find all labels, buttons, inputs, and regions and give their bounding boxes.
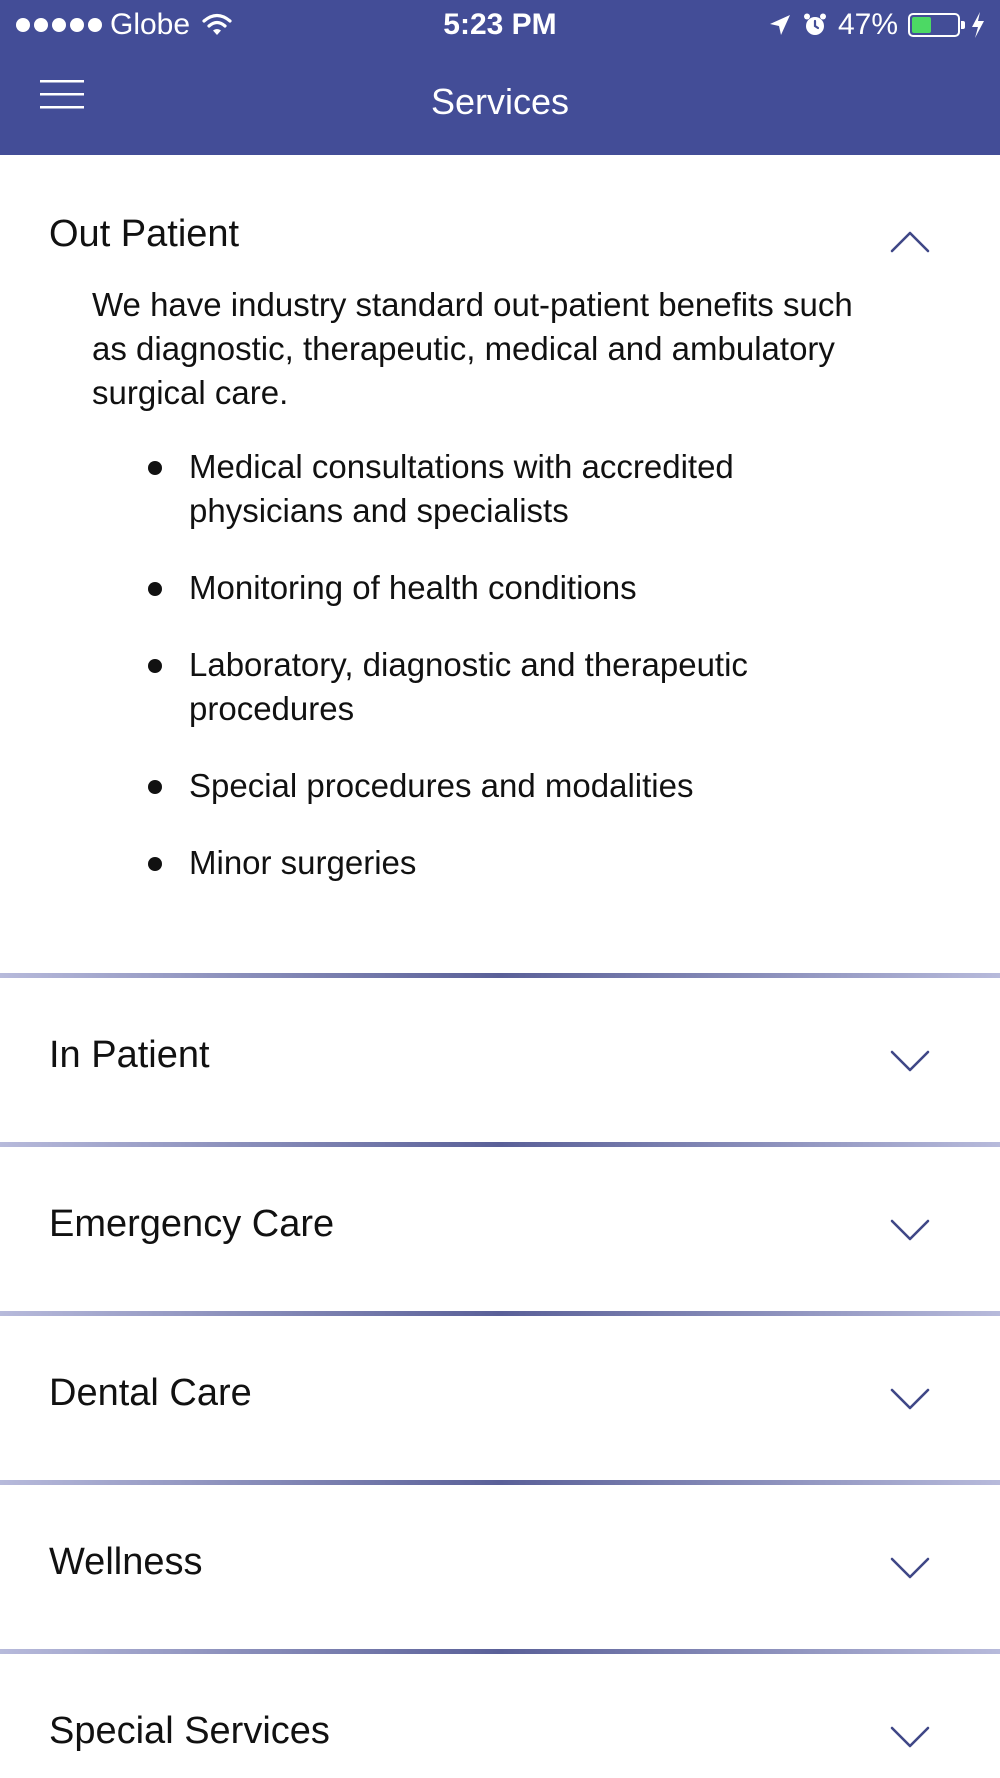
bullet-icon: [148, 659, 162, 673]
section-header-emergency-care[interactable]: [0, 1147, 1000, 1311]
services-accordion: [0, 155, 1000, 1778]
nav-bar: [0, 50, 1000, 155]
section-body-out-patient: [0, 275, 1000, 973]
alarm-icon: [802, 12, 828, 38]
chevron-down-icon[interactable]: [888, 1215, 932, 1245]
carrier-name: Globe: [110, 8, 191, 41]
status-time: 5:23 PM: [443, 8, 557, 41]
status-bar: [0, 0, 1000, 50]
list-item: Special procedures and modalities: [0, 764, 1000, 808]
section-header-in-patient[interactable]: [0, 978, 1000, 1142]
bullet-icon: [148, 461, 162, 475]
chevron-down-icon[interactable]: [888, 1722, 932, 1752]
status-right: [768, 7, 986, 43]
benefits-list: [0, 445, 1000, 885]
section-header-out-patient[interactable]: [0, 155, 1000, 275]
battery-icon: [908, 13, 960, 37]
location-arrow-icon: [768, 13, 792, 37]
chevron-up-icon[interactable]: [888, 227, 932, 257]
battery-level-fill: [912, 17, 931, 33]
section-header-special-services[interactable]: [0, 1654, 1000, 1778]
section-out-patient: [0, 155, 1000, 973]
section-title: Wellness: [49, 1541, 203, 1583]
bullet-icon: [148, 857, 162, 871]
app-header: [0, 0, 1000, 155]
list-item: Minor surgeries: [0, 841, 1000, 885]
chevron-down-icon[interactable]: [888, 1553, 932, 1583]
section-header-wellness[interactable]: [0, 1485, 1000, 1649]
list-item: Monitoring of health conditions: [0, 566, 1000, 610]
bullet-icon: [148, 780, 162, 794]
chevron-down-icon[interactable]: [888, 1046, 932, 1076]
section-title: Dental Care: [49, 1372, 252, 1414]
charging-bolt-icon: [970, 11, 986, 39]
section-title: Emergency Care: [49, 1203, 335, 1245]
list-item: Laboratory, diagnostic and therapeutic procedures: [0, 643, 1000, 731]
section-title: Special Services: [49, 1710, 330, 1752]
section-intro-text: We have industry standard out-patient benefits such as diagnostic, therapeutic, medical and ambulatory surgical care.: [92, 286, 853, 411]
section-title: In Patient: [49, 1034, 210, 1076]
bullet-icon: [148, 582, 162, 596]
page-title: Services: [430, 81, 570, 122]
battery-percent: 47%: [837, 8, 898, 41]
list-item: Medical consultations with accredited physicians and specialists: [0, 445, 1000, 533]
section-title: Out Patient: [49, 213, 240, 255]
chevron-down-icon[interactable]: [888, 1384, 932, 1414]
section-header-dental-care[interactable]: [0, 1316, 1000, 1480]
